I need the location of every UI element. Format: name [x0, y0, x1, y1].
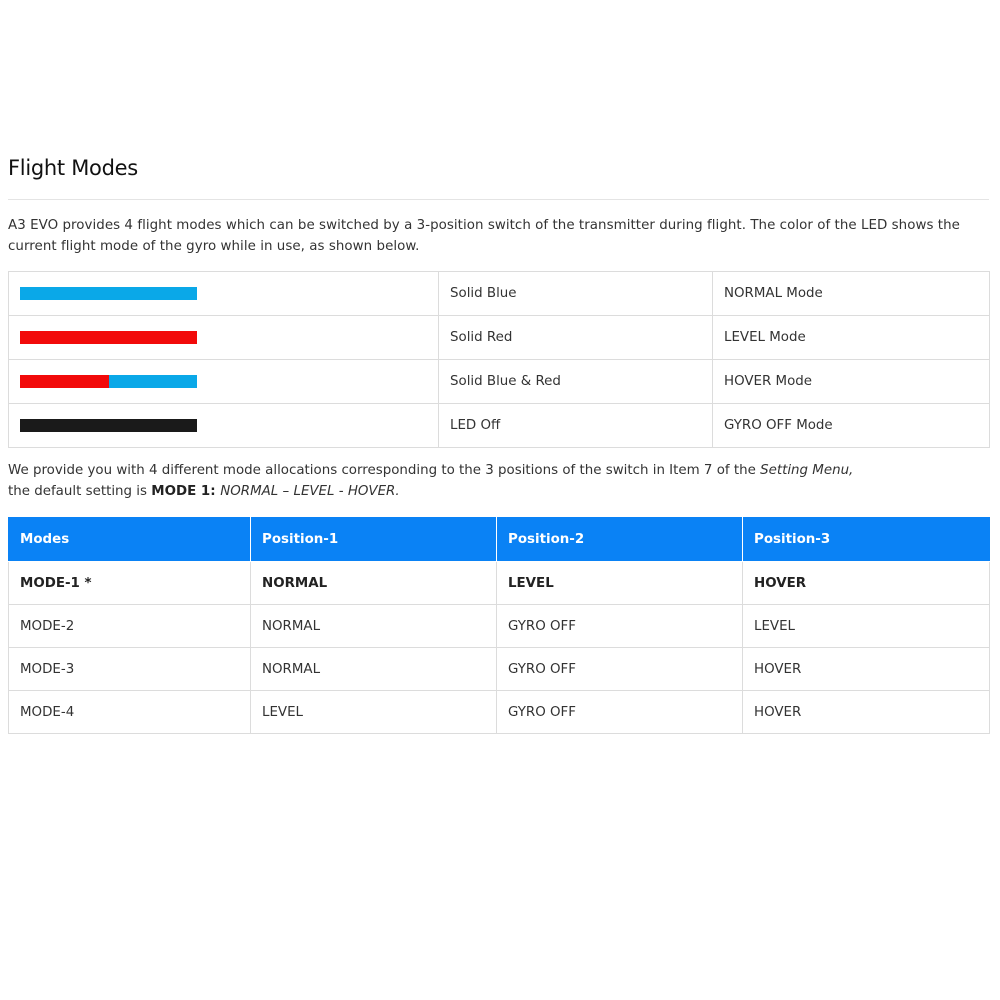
position-cell: GYRO OFF	[497, 605, 743, 648]
page-title: Flight Modes	[8, 156, 138, 180]
default-mode-colon: :	[210, 484, 221, 499]
position-cell: LEVEL	[743, 605, 990, 648]
led-swatch-cell	[9, 272, 439, 316]
allocation-paragraph	[8, 460, 990, 502]
led-mode-name: HOVER Mode	[713, 360, 990, 404]
position-cell: NORMAL	[251, 562, 497, 605]
position-cell: HOVER	[743, 691, 990, 734]
position-cell: NORMAL	[251, 648, 497, 691]
led-color-segment	[20, 331, 197, 344]
led-swatch-cell	[9, 360, 439, 404]
mode-name-cell: MODE-3	[9, 648, 251, 691]
led-bar	[20, 331, 197, 344]
table-row	[9, 360, 990, 404]
led-color-name: Solid Blue	[439, 272, 713, 316]
table-row	[9, 316, 990, 360]
position-cell: HOVER	[743, 562, 990, 605]
allocation-text: the default setting is	[8, 484, 152, 499]
column-header: Position-1	[251, 518, 497, 562]
led-swatch-cell	[9, 404, 439, 448]
led-color-segment	[20, 419, 197, 432]
column-header: Position-3	[743, 518, 990, 562]
mode-allocation-table	[8, 517, 990, 734]
default-mode-sequence: NORMAL – LEVEL - HOVER.	[220, 484, 400, 499]
led-color-table	[8, 271, 990, 448]
led-bar	[20, 419, 197, 432]
position-cell: LEVEL	[497, 562, 743, 605]
default-mode-label: MODE 1	[151, 484, 211, 499]
setting-menu-ref: Setting Menu,	[760, 463, 854, 478]
allocation-text: We provide you with 4 different mode allocations corresponding to the 3 positions of the switch in Item 7 of the	[8, 463, 761, 478]
table-row	[9, 691, 990, 734]
led-color-segment	[20, 375, 109, 388]
led-color-name: Solid Red	[439, 316, 713, 360]
led-mode-name: GYRO OFF Mode	[713, 404, 990, 448]
position-cell: HOVER	[743, 648, 990, 691]
led-color-segment	[109, 375, 198, 388]
mode-name-cell: MODE-4	[9, 691, 251, 734]
table-row	[9, 404, 990, 448]
led-color-name: Solid Blue & Red	[439, 360, 713, 404]
table-header-row	[9, 518, 990, 562]
mode-name-cell: MODE-1 *	[9, 562, 251, 605]
led-bar	[20, 375, 197, 388]
position-cell: GYRO OFF	[497, 691, 743, 734]
table-row	[9, 272, 990, 316]
position-cell: NORMAL	[251, 605, 497, 648]
table-row	[9, 605, 990, 648]
position-cell: GYRO OFF	[497, 648, 743, 691]
title-divider	[8, 199, 989, 200]
table-row	[9, 562, 990, 605]
intro-paragraph: A3 EVO provides 4 flight modes which can be switched by a 3-position switch of the transmitter during flight. The color of the LED shows the current flight mode of the gyro while in use, as shown below.	[8, 218, 960, 254]
led-color-segment	[20, 287, 197, 300]
table-row	[9, 648, 990, 691]
led-mode-name: NORMAL Mode	[713, 272, 990, 316]
mode-name-cell: MODE-2	[9, 605, 251, 648]
led-color-name: LED Off	[439, 404, 713, 448]
position-cell: LEVEL	[251, 691, 497, 734]
led-bar	[20, 287, 197, 300]
column-header: Modes	[9, 518, 251, 562]
column-header: Position-2	[497, 518, 743, 562]
led-mode-name: LEVEL Mode	[713, 316, 990, 360]
led-swatch-cell	[9, 316, 439, 360]
